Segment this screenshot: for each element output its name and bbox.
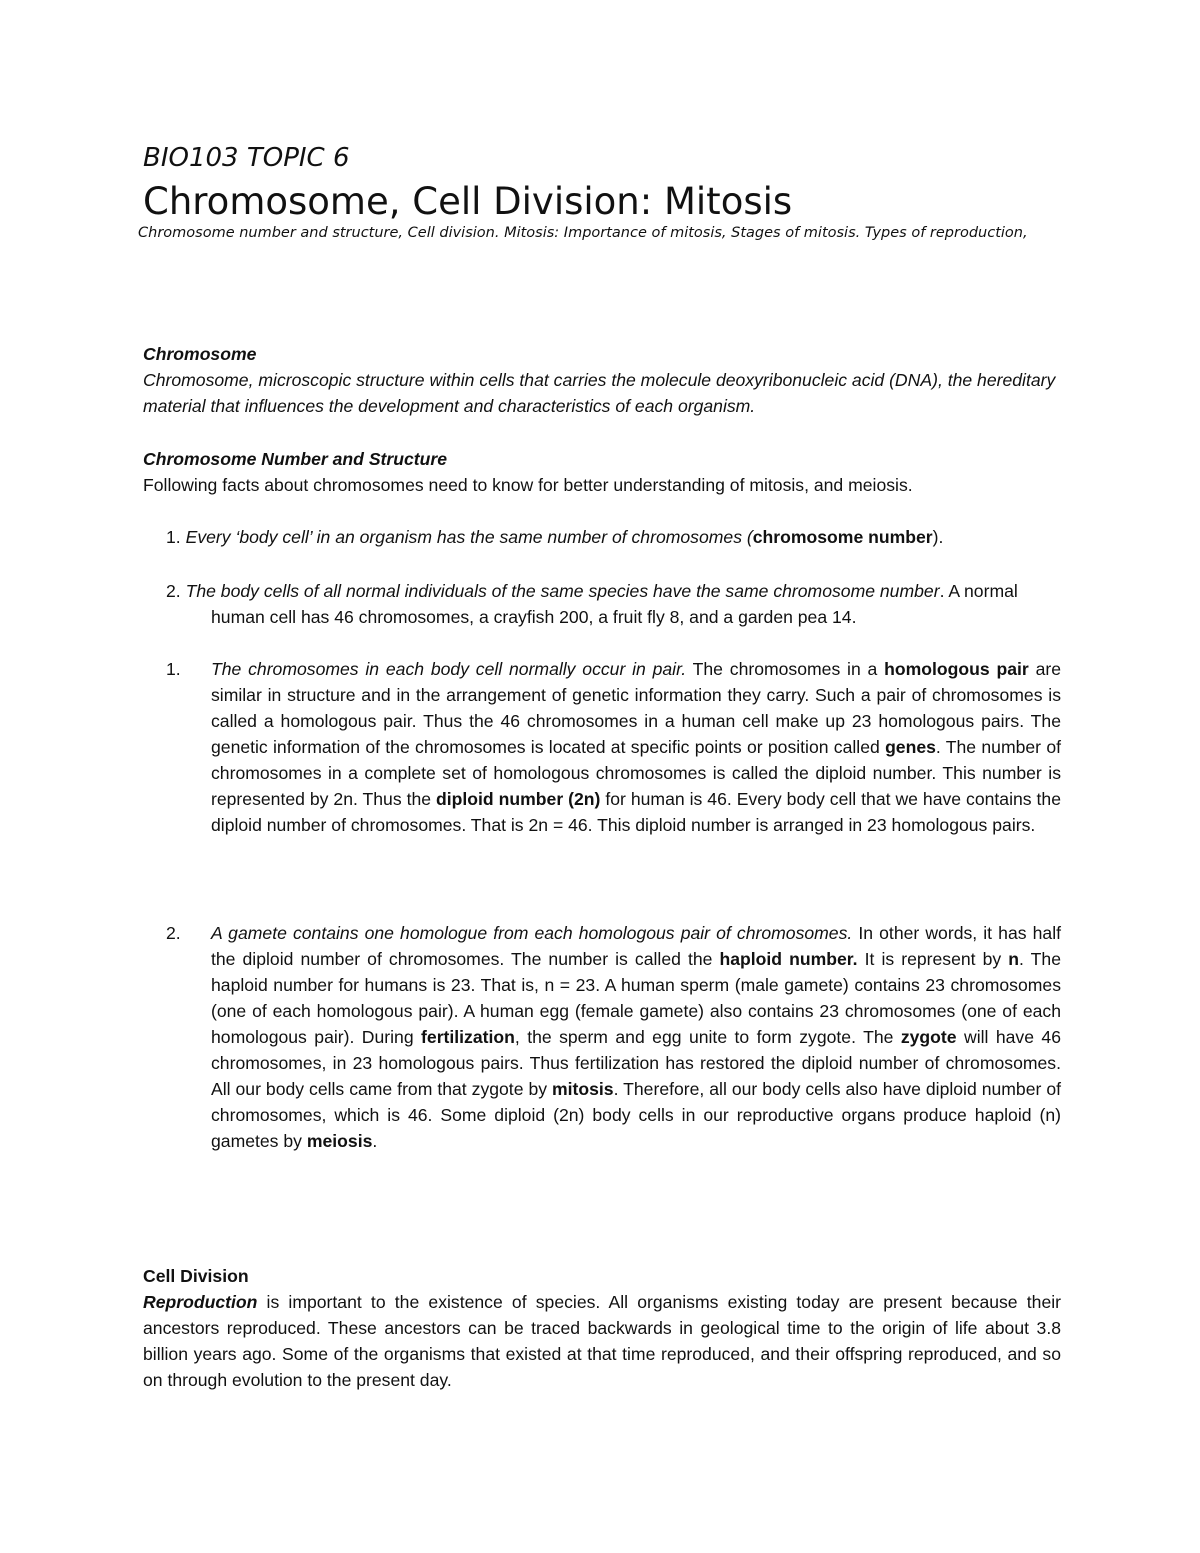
- fact-item-1: [166, 524, 1061, 550]
- fact-text: . Therefore, all our body cells also have diploid number of chromosomes, which is 46. Some diploid (2n) body cells in our reproductive organs produce haploid (n) gametes by: [211, 1079, 1061, 1151]
- fact-italic-text: Every ‘body cell’ in an organism has the same number of chromosomes (: [185, 527, 753, 547]
- fact-bold-text: meiosis: [306, 1131, 373, 1151]
- fact-bold-text: chromosome number: [752, 527, 933, 547]
- fact-item-3: [166, 656, 1061, 838]
- cell-division-paragraph: [143, 1289, 1061, 1393]
- fact-bold-text: diploid number (2n): [436, 789, 601, 809]
- cell-division-text: is important to the existence of species. All organisms existing today are present because their ancestors reproduced. These ancestors can be traced backwards in geological time to the origin of life about 3.8 billion years ago. Some of the organisms that existed at that time reproduced, and their offspring reproduced, and so on through evolution to the present day.: [143, 1292, 1061, 1390]
- fact-bold-text: zygote: [900, 1027, 957, 1047]
- fact-text: .: [372, 1131, 378, 1151]
- fact-text: are similar in structure and in the arrangement of genetic information they carry. Such a pair of chromosomes is called a homologous pair. Thus the 46 chromosomes in a human cell make up 23 homologous pairs. The genetic information of the chromosomes is located at specific points or position called: [211, 659, 1061, 757]
- fact-text: , the sperm and egg unite to form zygote. The: [514, 1027, 901, 1047]
- fact-bold-text: fertilization: [421, 1027, 515, 1047]
- fact-tail-text: . A normal human cell has 46 chromosomes, a crayfish 200, a fruit fly 8, and a garden pea 14.: [211, 581, 1018, 627]
- fact-bold-text: haploid number.: [719, 949, 858, 969]
- number-structure-intro: Following facts about chromosomes need to know for better understanding of mitosis, and meiosis.: [143, 475, 913, 495]
- fact-text: for human is 46. Every body cell that we have contains the diploid number of chromosomes. That is 2n = 46. This diploid number is arranged in 23 homologous pairs.: [211, 789, 1061, 835]
- fact-text: In other words, it has half the diploid number of chromosomes. The number is called the: [211, 923, 1061, 969]
- fact-italic-text: The chromosomes in each body cell normally occur in pair.: [211, 659, 687, 679]
- fact-number: 1.: [166, 527, 181, 547]
- section-heading-number-structure: Chromosome Number and Structure: [143, 449, 448, 469]
- fact-bold-text: mitosis: [552, 1079, 614, 1099]
- fact-item-4: [166, 920, 1061, 1154]
- fact-text: . The number of chromosomes in a complete set of homologous chromosomes is called the diploid number. This number is represented by 2n. Thus the: [211, 737, 1061, 809]
- fact-text: . The haploid number for humans is 23. That is, n = 23. A human sperm (male gamete) contains 23 chromosomes (one of each homologous pair). A human egg (female gamete) also contains 23 chromosomes (one of each homologous pair). During: [211, 949, 1061, 1047]
- fact-italic-text: The body cells of all normal individuals of the same species have the same chromosome number: [185, 581, 940, 601]
- page-title: Chromosome, Cell Division: Mitosis: [143, 180, 793, 223]
- chromosome-definition: Chromosome, microscopic structure within cells that carries the molecule deoxyribonucleic acid (DNA), the hereditary material that influences the development and characteristics of each organism.: [143, 370, 1056, 416]
- fact-bold-text: genes: [885, 737, 936, 757]
- fact-number: 1.: [166, 659, 181, 679]
- fact-text: The chromosomes in a: [686, 659, 885, 679]
- fact-tail-text: ).: [932, 527, 944, 547]
- fact-text: It is represent by: [857, 949, 1009, 969]
- fact-number: 2.: [166, 923, 181, 943]
- reproduction-lead: Reproduction: [143, 1292, 258, 1312]
- section-heading-chromosome: Chromosome: [143, 344, 257, 364]
- section-heading-cell-division: Cell Division: [143, 1266, 249, 1286]
- fact-italic-text: A gamete contains one homologue from each homologous pair of chromosomes.: [211, 923, 853, 943]
- fact-item-2: [166, 578, 1061, 630]
- fact-text: will have 46 chromosomes, in 23 homologous pairs. Thus fertilization has restored the diploid number of chromosomes. All our body cells came from that zygote by: [211, 1027, 1061, 1099]
- page-subtitle: Chromosome number and structure, Cell division. Mitosis: Importance of mitosis, Stages of mitosis. Types of reproduction,: [138, 225, 1028, 241]
- fact-number: 2.: [166, 581, 181, 601]
- fact-bold-text: homologous pair: [884, 659, 1029, 679]
- topic-label: BIO103 TOPIC 6: [143, 143, 350, 173]
- fact-bold-text: n: [1008, 949, 1020, 969]
